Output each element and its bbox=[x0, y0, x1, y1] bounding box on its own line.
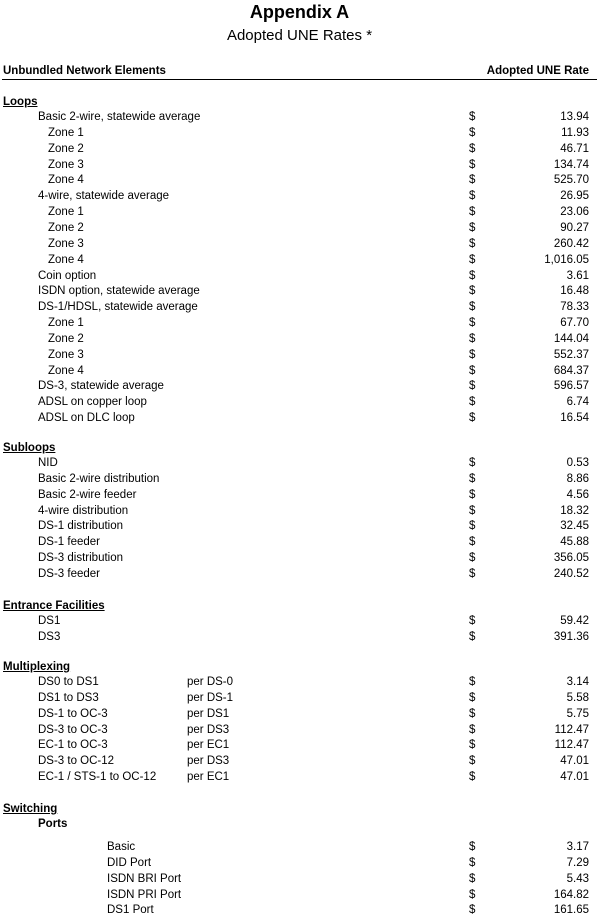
rate-value: 3.17 bbox=[566, 841, 589, 853]
rate-label: Basic 2-wire, statewide average bbox=[38, 111, 201, 123]
currency-symbol: $ bbox=[469, 552, 476, 565]
rate-row bbox=[0, 396, 599, 412]
currency-symbol: $ bbox=[469, 771, 476, 784]
rate-value: 596.57 bbox=[553, 380, 589, 393]
rate-value: 4.56 bbox=[566, 488, 589, 501]
rate-value: 161.65 bbox=[553, 904, 589, 917]
rate-row bbox=[0, 889, 599, 905]
currency-symbol: $ bbox=[469, 332, 476, 345]
rate-value: 32.45 bbox=[560, 520, 589, 533]
rate-row bbox=[0, 473, 599, 489]
currency-symbol: $ bbox=[469, 904, 476, 917]
currency-symbol: $ bbox=[469, 536, 476, 549]
rate-unit: per DS-1 bbox=[187, 691, 234, 704]
rate-value: 18.32 bbox=[560, 504, 589, 517]
rate-unit: per DS-0 bbox=[187, 676, 234, 688]
rate-value: 47.01 bbox=[560, 771, 589, 784]
rate-value: 5.43 bbox=[566, 872, 589, 885]
rate-value: 260.42 bbox=[553, 237, 589, 250]
rate-row bbox=[0, 457, 599, 473]
rate-value: 240.52 bbox=[553, 568, 589, 580]
page-subtitle: Adopted UNE Rates * bbox=[226, 27, 373, 44]
rate-row bbox=[0, 568, 599, 584]
rate-value: 5.58 bbox=[566, 691, 589, 704]
subsection-title-switching: Ports bbox=[38, 818, 68, 830]
rate-value: 13.94 bbox=[560, 111, 589, 123]
rate-row bbox=[0, 520, 599, 536]
rate-value: 90.27 bbox=[560, 221, 589, 234]
currency-symbol: $ bbox=[469, 520, 476, 533]
rate-row bbox=[0, 692, 599, 708]
rate-value: 0.53 bbox=[566, 457, 589, 469]
rate-label: DID Port bbox=[107, 856, 152, 869]
rate-label: Zone 3 bbox=[48, 158, 84, 171]
rate-label: ISDN PRI Port bbox=[107, 888, 182, 901]
rate-label: Zone 4 bbox=[48, 253, 84, 266]
page-title: Appendix A bbox=[249, 2, 350, 22]
rate-value: 391.36 bbox=[553, 630, 589, 643]
rate-label: ISDN BRI Port bbox=[107, 872, 182, 885]
rate-label: DS-3 to OC-12 bbox=[38, 755, 115, 768]
rate-label: ADSL on DLC loop bbox=[38, 412, 135, 425]
currency-symbol: $ bbox=[469, 174, 476, 187]
currency-symbol: $ bbox=[469, 285, 476, 298]
rate-label: Zone 3 bbox=[48, 348, 84, 361]
rate-value: 26.95 bbox=[560, 190, 589, 203]
rate-value: 7.29 bbox=[566, 856, 589, 869]
rate-row bbox=[0, 143, 599, 159]
rate-label: Zone 1 bbox=[48, 206, 84, 219]
currency-symbol: $ bbox=[469, 190, 476, 203]
currency-symbol: $ bbox=[469, 472, 476, 485]
currency-symbol: $ bbox=[469, 111, 476, 123]
currency-symbol: $ bbox=[469, 841, 476, 853]
currency-symbol: $ bbox=[469, 364, 476, 377]
currency-symbol: $ bbox=[469, 396, 476, 409]
rate-value: 1,016.05 bbox=[544, 253, 589, 266]
rate-label: DS-3 feeder bbox=[38, 568, 101, 580]
rate-row bbox=[0, 365, 599, 381]
currency-symbol: $ bbox=[469, 723, 476, 736]
rate-row bbox=[0, 254, 599, 270]
rate-label: DS1 Port bbox=[107, 904, 154, 917]
currency-symbol: $ bbox=[469, 457, 476, 469]
rate-row bbox=[0, 857, 599, 873]
currency-symbol: $ bbox=[469, 301, 476, 314]
currency-symbol: $ bbox=[469, 872, 476, 885]
rate-value: 11.93 bbox=[561, 126, 589, 139]
rate-row bbox=[0, 111, 599, 127]
rate-unit: per DS3 bbox=[187, 723, 230, 736]
currency-symbol: $ bbox=[469, 158, 476, 171]
rate-value: 5.75 bbox=[566, 707, 589, 720]
rate-label: Zone 3 bbox=[48, 237, 84, 250]
rate-row bbox=[0, 489, 599, 505]
rate-row bbox=[0, 739, 599, 755]
rate-unit: per DS1 bbox=[187, 707, 230, 720]
rate-unit: per EC1 bbox=[187, 771, 230, 784]
rate-row bbox=[0, 904, 599, 920]
rate-label: Basic bbox=[107, 841, 136, 853]
rate-row bbox=[0, 190, 599, 206]
currency-symbol: $ bbox=[469, 888, 476, 901]
rate-value: 16.54 bbox=[560, 412, 589, 425]
currency-symbol: $ bbox=[469, 755, 476, 768]
rate-row bbox=[0, 127, 599, 143]
rate-label: Zone 2 bbox=[48, 332, 84, 345]
rate-value: 45.88 bbox=[560, 536, 589, 549]
section-title-multiplexing: Multiplexing bbox=[3, 661, 71, 673]
rate-value: 552.37 bbox=[553, 348, 589, 361]
rate-row bbox=[0, 676, 599, 692]
currency-symbol: $ bbox=[469, 615, 476, 627]
rate-label: Coin option bbox=[38, 269, 97, 282]
header-rule bbox=[2, 79, 597, 80]
rate-value: 134.74 bbox=[553, 158, 589, 171]
currency-symbol: $ bbox=[469, 142, 476, 155]
section-title-subloops: Subloops bbox=[3, 442, 56, 454]
rate-row bbox=[0, 724, 599, 740]
rate-value: 684.37 bbox=[553, 364, 589, 377]
rate-label: Zone 1 bbox=[48, 317, 84, 329]
rate-row bbox=[0, 285, 599, 301]
currency-symbol: $ bbox=[469, 253, 476, 266]
rate-row bbox=[0, 349, 599, 365]
rate-label: Zone 2 bbox=[48, 221, 84, 234]
rate-value: 144.04 bbox=[553, 332, 589, 345]
rate-row bbox=[0, 708, 599, 724]
currency-symbol: $ bbox=[469, 206, 476, 219]
currency-symbol: $ bbox=[469, 380, 476, 393]
rate-row bbox=[0, 771, 599, 787]
currency-symbol: $ bbox=[469, 412, 476, 425]
rate-row bbox=[0, 159, 599, 175]
rate-label: Basic 2-wire feeder bbox=[38, 488, 137, 501]
rate-row bbox=[0, 270, 599, 286]
rate-row bbox=[0, 238, 599, 254]
rate-row bbox=[0, 552, 599, 568]
rate-row bbox=[0, 333, 599, 349]
rate-value: 46.71 bbox=[560, 142, 589, 155]
section-title-loops: Loops bbox=[3, 96, 38, 108]
rate-label: Zone 1 bbox=[48, 126, 84, 139]
currency-symbol: $ bbox=[469, 237, 476, 250]
rate-value: 356.05 bbox=[553, 552, 589, 565]
rate-label: ISDN option, statewide average bbox=[38, 285, 200, 298]
rate-label: DS1 bbox=[38, 615, 61, 627]
rate-row bbox=[0, 206, 599, 222]
rate-row bbox=[0, 873, 599, 889]
currency-symbol: $ bbox=[469, 126, 476, 139]
rate-label: EC-1 to OC-3 bbox=[38, 739, 108, 752]
currency-symbol: $ bbox=[469, 504, 476, 517]
rate-row bbox=[0, 174, 599, 190]
currency-symbol: $ bbox=[469, 739, 476, 752]
rate-row bbox=[0, 631, 599, 647]
rate-row bbox=[0, 755, 599, 771]
rate-label: Zone 4 bbox=[48, 174, 84, 187]
currency-symbol: $ bbox=[469, 676, 476, 688]
rate-value: 3.14 bbox=[566, 676, 589, 688]
currency-symbol: $ bbox=[469, 317, 476, 329]
rate-label: DS-3 distribution bbox=[38, 552, 124, 565]
column-header-rate: Adopted UNE Rate bbox=[486, 65, 589, 77]
currency-symbol: $ bbox=[469, 488, 476, 501]
rate-row bbox=[0, 536, 599, 552]
rate-label: ADSL on copper loop bbox=[38, 396, 147, 409]
currency-symbol: $ bbox=[469, 221, 476, 234]
rate-value: 8.86 bbox=[566, 472, 589, 485]
rate-value: 59.42 bbox=[560, 615, 589, 627]
rate-label: DS-1 distribution bbox=[38, 520, 124, 533]
rate-row bbox=[0, 317, 599, 333]
currency-symbol: $ bbox=[469, 568, 476, 580]
rate-row bbox=[0, 222, 599, 238]
currency-symbol: $ bbox=[469, 348, 476, 361]
rate-label: Zone 4 bbox=[48, 364, 84, 377]
currency-symbol: $ bbox=[469, 856, 476, 869]
rate-value: 164.82 bbox=[553, 888, 589, 901]
currency-symbol: $ bbox=[469, 691, 476, 704]
rate-value: 112.47 bbox=[554, 723, 589, 736]
rate-unit: per DS3 bbox=[187, 755, 230, 768]
rate-label: DS-3, statewide average bbox=[38, 380, 164, 393]
section-title-entrance: Entrance Facilities bbox=[3, 600, 105, 612]
rate-value: 23.06 bbox=[560, 206, 589, 219]
rate-label: DS-1/HDSL, statewide average bbox=[38, 301, 198, 314]
rate-row bbox=[0, 841, 599, 857]
section-title-switching: Switching bbox=[3, 803, 58, 815]
currency-symbol: $ bbox=[469, 630, 476, 643]
rate-row bbox=[0, 380, 599, 396]
rate-label: DS-1 feeder bbox=[38, 536, 101, 549]
rate-label: DS0 to DS1 bbox=[38, 676, 99, 688]
rate-value: 525.70 bbox=[553, 174, 589, 187]
rate-unit: per EC1 bbox=[187, 739, 230, 752]
rate-row bbox=[0, 301, 599, 317]
rate-label: DS3 bbox=[38, 630, 61, 643]
rate-row bbox=[0, 505, 599, 521]
rate-label: 4-wire distribution bbox=[38, 504, 129, 517]
rate-label: DS1 to DS3 bbox=[38, 691, 99, 704]
rate-value: 16.48 bbox=[560, 285, 589, 298]
rate-value: 78.33 bbox=[560, 301, 589, 314]
rate-label: DS-1 to OC-3 bbox=[38, 707, 108, 720]
rate-label: Basic 2-wire distribution bbox=[38, 472, 160, 485]
rate-value: 47.01 bbox=[560, 755, 589, 768]
currency-symbol: $ bbox=[469, 269, 476, 282]
rate-value: 112.47 bbox=[554, 739, 589, 752]
rate-row bbox=[0, 615, 599, 631]
rate-label: 4-wire, statewide average bbox=[38, 190, 170, 203]
rate-row bbox=[0, 412, 599, 428]
currency-symbol: $ bbox=[469, 707, 476, 720]
rate-label: EC-1 / STS-1 to OC-12 bbox=[38, 771, 157, 784]
rate-label: Zone 2 bbox=[48, 142, 84, 155]
rate-value: 3.61 bbox=[566, 269, 589, 282]
rate-label: NID bbox=[38, 457, 58, 469]
rate-value: 67.70 bbox=[560, 317, 589, 329]
column-header-elements: Unbundled Network Elements bbox=[3, 65, 166, 77]
rate-value: 6.74 bbox=[566, 396, 589, 409]
rate-label: DS-3 to OC-3 bbox=[38, 723, 108, 736]
